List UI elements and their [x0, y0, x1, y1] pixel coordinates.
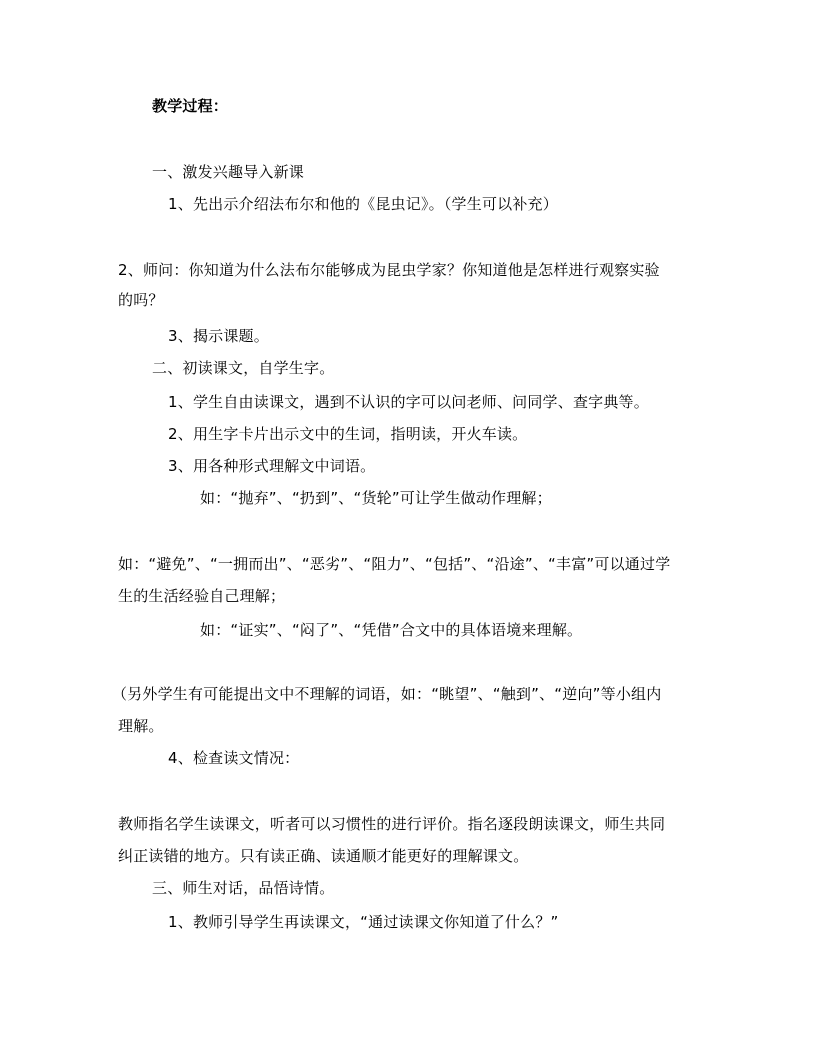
- paragraph-line: 理解。: [118, 717, 164, 735]
- paragraph-line: 的吗？: [118, 291, 164, 309]
- paragraph-line: 如：“证实”、“闷了”、“凭借”合文中的具体语境来理解。: [200, 621, 583, 639]
- paragraph-line: 2、用生字卡片出示文中的生词，指明读，开火车读。: [168, 425, 528, 443]
- paragraph-line: 3、揭示课题。: [168, 327, 269, 345]
- paragraph-line: 1、学生自由读课文，遇到不认识的字可以问老师、问同学、查字典等。: [168, 393, 649, 411]
- paragraph-line: 1、先出示介绍法布尔和他的《昆虫记》。（学生可以补充）: [168, 195, 558, 213]
- paragraph-line: 生的生活经验自己理解；: [118, 587, 286, 605]
- paragraph-line: （另外学生有可能提出文中不理解的词语，如：“眺望”、“触到”、“逆向”等小组内: [112, 685, 662, 703]
- paragraph-line: 如：“避免”、“一拥而出”、“恶劣”、“阻力”、“包括”、“沿途”、“丰富”可以通过学: [118, 555, 671, 573]
- section-title-1: 一、激发兴趣导入新课: [152, 163, 305, 181]
- paragraph-line: 如：“抛弃”、“扔到”、“货轮”可让学生做动作理解；: [200, 489, 552, 507]
- paragraph-line: 纠正读错的地方。只有读正确、读通顺才能更好的理解课文。: [118, 847, 529, 865]
- paragraph-line: 4、检查读文情况：: [168, 749, 300, 767]
- section-title-2: 二、初读课文，自学生字。: [152, 359, 335, 377]
- paragraph-line: 1、教师引导学生再读课文，“通过读课文你知道了什么？”: [168, 913, 559, 931]
- section-heading: 教学过程：: [152, 97, 229, 115]
- paragraph-line: 教师指名学生读课文，听者可以习惯性的进行评价。指名逐段朗读课文，师生共同: [118, 815, 666, 833]
- section-title-3: 三、师生对话，品悟诗情。: [152, 879, 335, 897]
- paragraph-line: 2、师问：你知道为什么法布尔能够成为昆虫学家？你知道他是怎样进行观察实验: [118, 261, 660, 279]
- paragraph-line: 3、用各种形式理解文中词语。: [168, 457, 376, 475]
